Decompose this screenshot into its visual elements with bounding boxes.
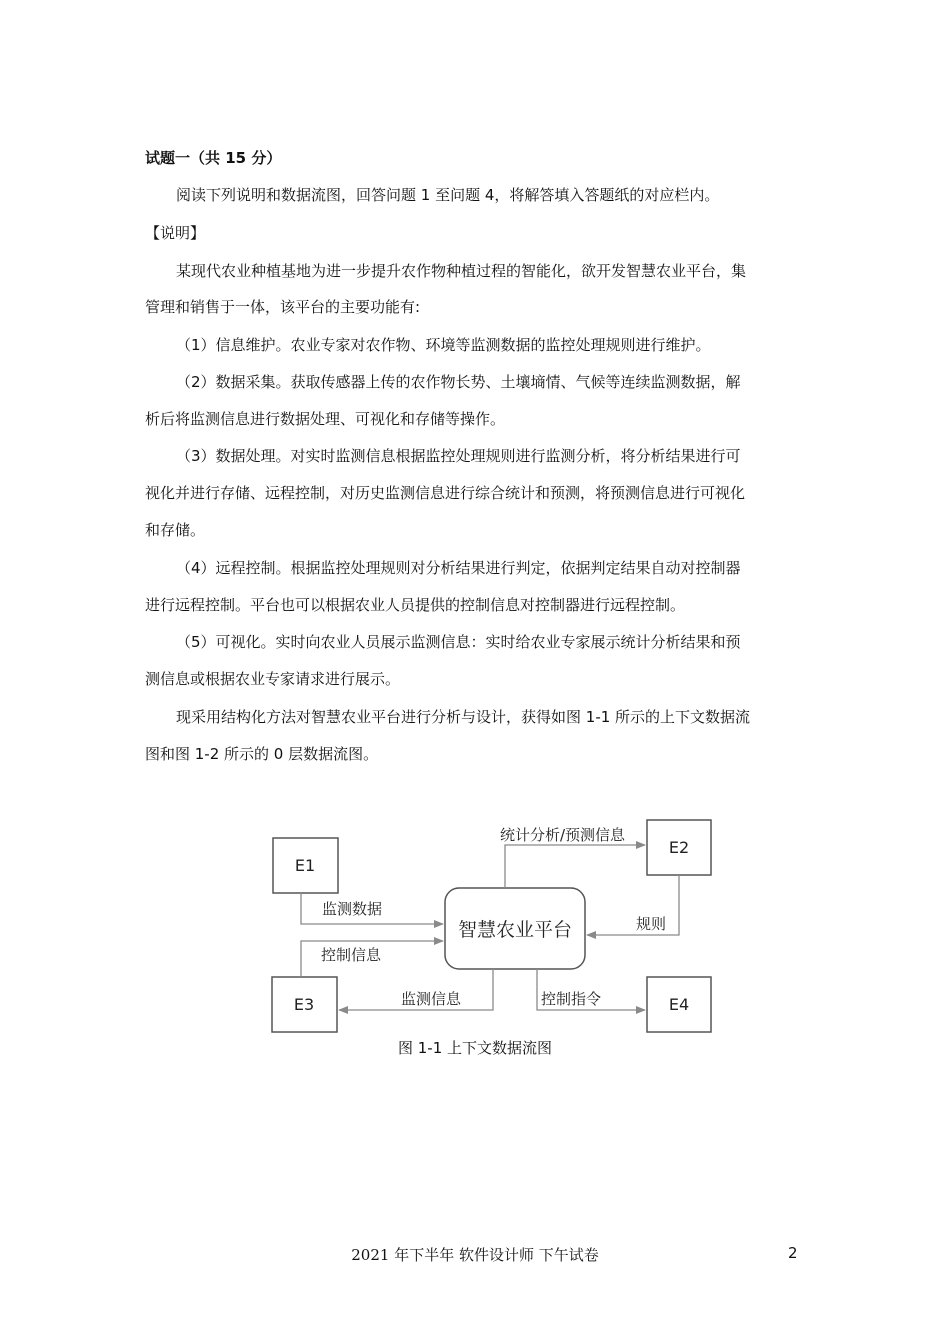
figure-caption: 图 1-1 上下文数据流图 <box>397 1039 553 1057</box>
intro-text: 阅读下列说明和数据流图，回答问题 1 至问题 4，将解答填入答题纸的对应栏内。 <box>176 186 720 204</box>
paragraph-line: 测信息或根据农业专家请求进行展示。 <box>145 670 401 688</box>
paragraph-line: 进行远程控制。平台也可以根据农业人员提供的控制信息对控制器进行远程控制。 <box>145 596 686 614</box>
paragraph-line: （4）远程控制。根据监控处理规则对分析结果进行判定，依据判定结果自动对控制器 <box>176 559 741 577</box>
paragraph-line: 某现代农业种植基地为进一步提升农作物种植过程的智能化，欲开发智慧农业平台，集 <box>176 262 747 280</box>
flow-monitor-info-label: 监测信息 <box>401 990 462 1008</box>
paragraph-line: （3）数据处理。对实时监测信息根据监控处理规则进行监测分析，将分析结果进行可 <box>176 447 741 465</box>
page-number: 2 <box>788 1244 798 1262</box>
paragraph-line: （2）数据采集。获取传感器上传的农作物长势、土壤墒情、气候等连续监测数据，解 <box>176 373 741 391</box>
page-footer: 2021 年下半年 软件设计师 下午试卷 <box>351 1246 599 1264</box>
entity-e3-label: E3 <box>293 995 315 1014</box>
flow-rules-label: 规则 <box>636 915 667 933</box>
flow-stats-forecast-label: 统计分析/预测信息 <box>500 826 626 844</box>
paragraph-line: 视化并进行存储、远程控制，对历史监测信息进行综合统计和预测，将预测信息进行可视化 <box>145 484 746 502</box>
paragraph-line: 和存储。 <box>145 521 206 539</box>
flow-monitor-data-label: 监测数据 <box>322 900 383 918</box>
entity-e1-label: E1 <box>294 856 316 875</box>
entity-e4-label: E4 <box>668 995 690 1014</box>
entity-e2-label: E2 <box>668 838 690 857</box>
flow-control-info-label: 控制信息 <box>321 946 382 964</box>
flow-control-cmd-label: 控制指令 <box>541 990 602 1008</box>
process-label: 智慧农业平台 <box>457 919 573 941</box>
question-heading: 试题一（共 15 分） <box>145 149 282 167</box>
paragraph-line: 管理和销售于一体，该平台的主要功能有: <box>145 298 421 316</box>
section-label: 【说明】 <box>145 224 206 242</box>
paragraph-line: 现采用结构化方法对智慧农业平台进行分析与设计，获得如图 1-1 所示的上下文数据流 <box>176 708 751 726</box>
paragraph-line: 图和图 1-2 所示的 0 层数据流图。 <box>145 745 379 763</box>
paragraph-line: 析后将监测信息进行数据处理、可视化和存储等操作。 <box>145 410 506 428</box>
flow-stats-forecast-arrow <box>505 845 645 888</box>
paragraph-line: （1）信息维护。农业专家对农作物、环境等监测数据的监控处理规则进行维护。 <box>176 336 711 354</box>
paragraph-line: （5）可视化。实时向农业人员展示监测信息：实时给农业专家展示统计分析结果和预 <box>176 633 741 651</box>
